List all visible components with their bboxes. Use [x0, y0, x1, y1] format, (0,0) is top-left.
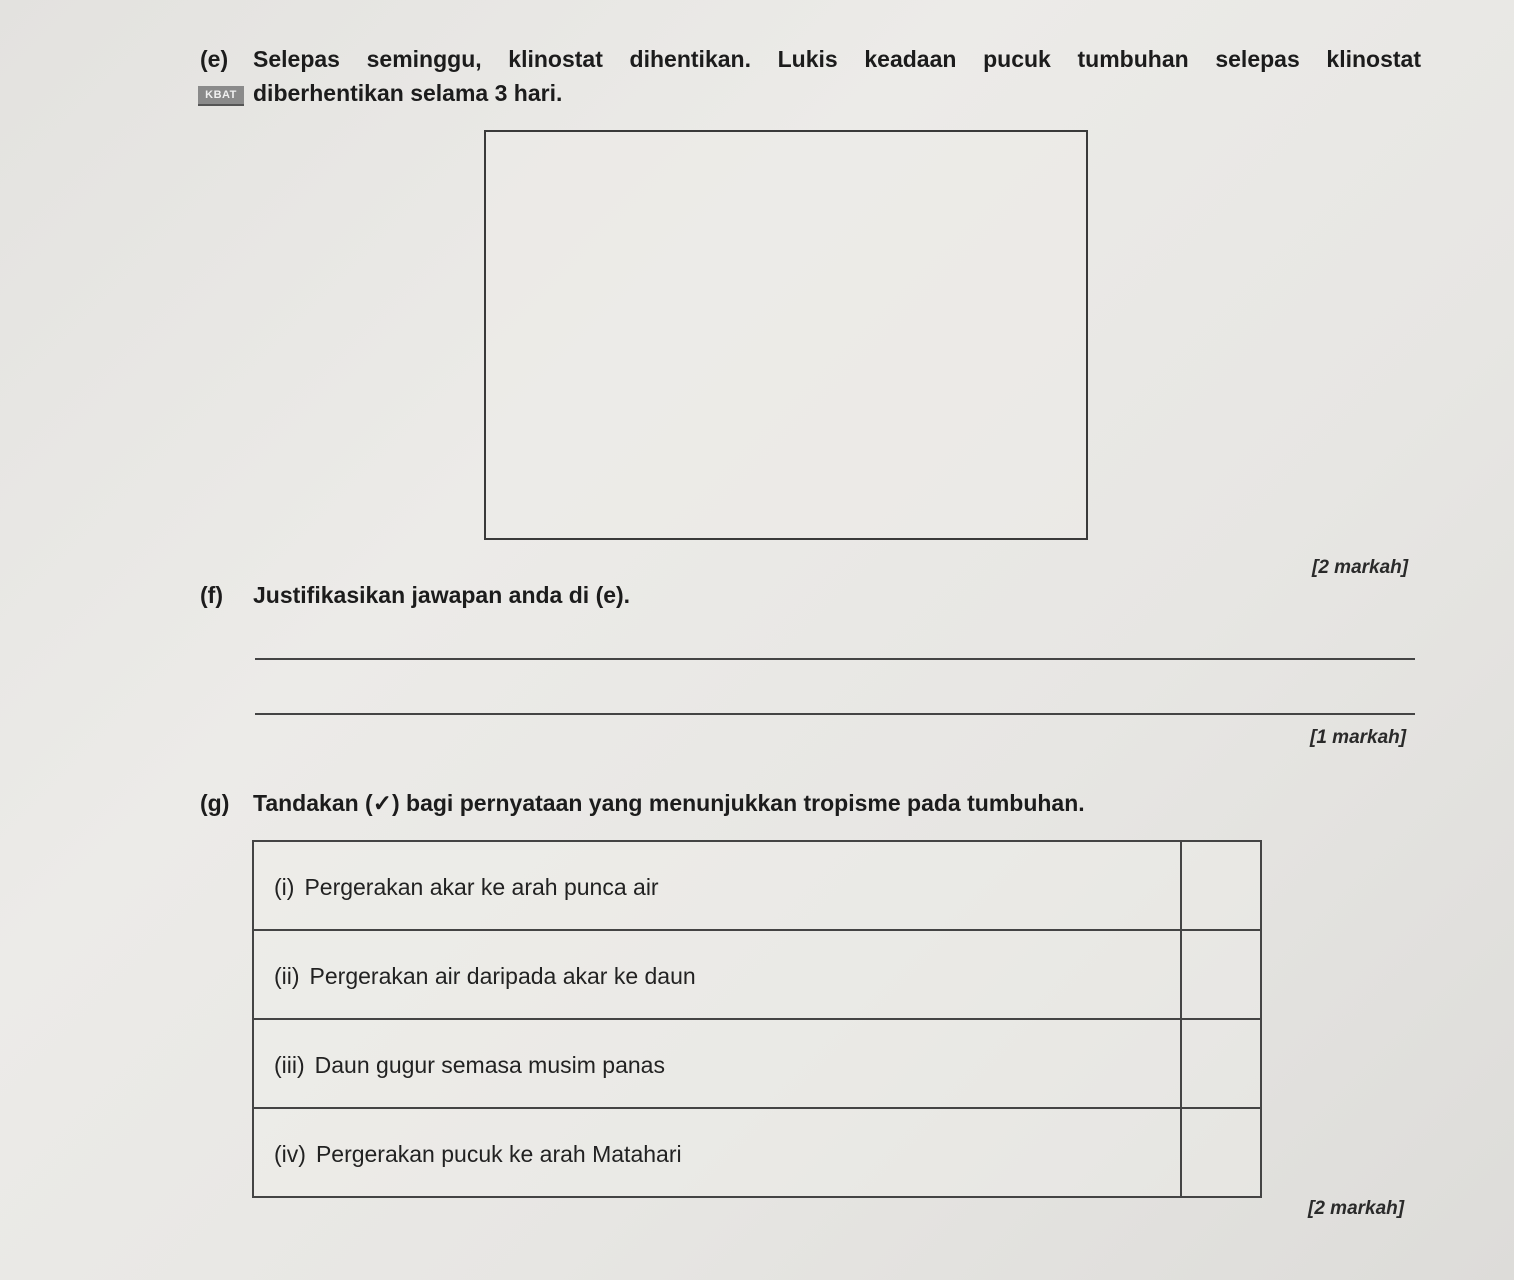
statement-cell	[253, 1108, 1181, 1197]
statement-number: (ii)	[274, 963, 300, 989]
answer-line[interactable]	[255, 658, 1415, 660]
tick-box[interactable]	[1181, 1108, 1261, 1197]
question-e-text-line2: diberhentikan selama 3 hari.	[253, 80, 563, 106]
question-g-text: Tandakan (✓) bagi pernyataan yang menunjukkan tropisme pada tumbuhan.	[253, 790, 1085, 816]
statement-cell	[253, 1019, 1181, 1108]
statement-text: Daun gugur semasa musim panas	[314, 1052, 665, 1078]
marks-g: [2 markah]	[1308, 1198, 1405, 1219]
statement-cell	[253, 841, 1181, 930]
table-row	[253, 1019, 1261, 1108]
question-e-label: (e)	[200, 46, 229, 72]
statement-number: (iii)	[274, 1052, 305, 1078]
statement-cell	[253, 930, 1181, 1019]
statement-number: (i)	[274, 874, 295, 900]
marks-f: [1 markah]	[1310, 727, 1407, 748]
statement-text: Pergerakan akar ke arah punca air	[304, 874, 659, 900]
table-row	[253, 1108, 1261, 1197]
drawing-answer-box[interactable]	[484, 130, 1088, 540]
statement-text: Pergerakan air daripada akar ke daun	[309, 963, 696, 989]
tick-box[interactable]	[1181, 1019, 1261, 1108]
statement-text: Pergerakan pucuk ke arah Matahari	[315, 1141, 682, 1167]
question-f-text: Justifikasikan jawapan anda di (e).	[253, 582, 631, 608]
question-f-label: (f)	[200, 582, 223, 608]
tick-box[interactable]	[1181, 841, 1261, 930]
table-row	[253, 841, 1261, 930]
statement-number: (iv)	[274, 1141, 306, 1167]
table-row	[253, 930, 1261, 1019]
question-e-text-line1: Selepas seminggu, klinostat dihentikan. Lukis keadaan pucuk tumbuhan selepas klinostat	[253, 46, 1421, 72]
tropism-statement-table	[252, 840, 1262, 1198]
marks-e: [2 markah]	[1312, 557, 1409, 578]
tick-box[interactable]	[1181, 930, 1261, 1019]
kbat-badge: KBAT	[198, 86, 244, 106]
answer-line[interactable]	[255, 713, 1415, 715]
question-g-label: (g)	[200, 790, 230, 816]
